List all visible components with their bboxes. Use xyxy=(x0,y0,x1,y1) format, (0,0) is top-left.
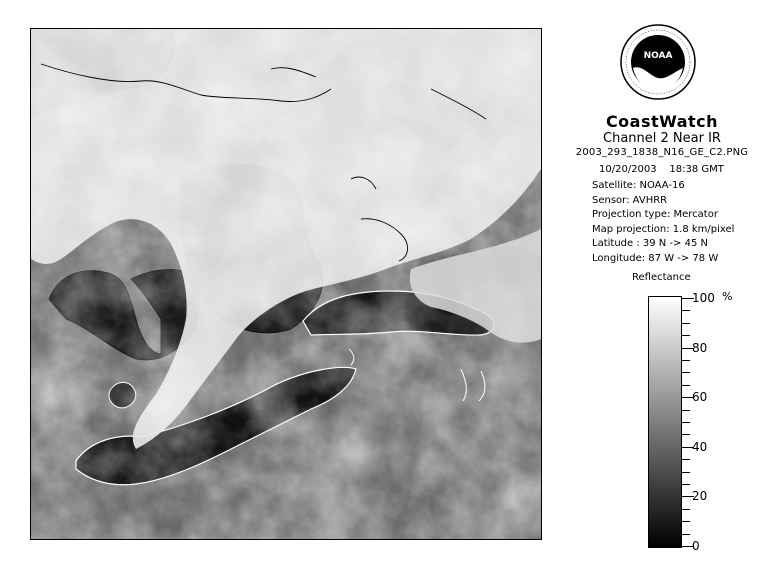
scale-tick xyxy=(682,472,690,473)
longitude-label: Longitude: 87 W -> 78 W xyxy=(592,252,719,264)
noaa-logo-text: NOAA xyxy=(643,51,673,61)
scale-tick xyxy=(682,372,690,373)
scale-tick xyxy=(682,422,690,423)
scale-tick xyxy=(682,410,690,411)
map-projection-label: Map projection: 1.8 km/pixel xyxy=(592,223,735,235)
channel-label: Channel 2 Near IR xyxy=(603,131,721,146)
reflectance-color-scale xyxy=(648,296,682,548)
scale-tick xyxy=(682,335,690,336)
scale-tick xyxy=(682,434,690,435)
latitude-label: Latitude : 39 N -> 45 N xyxy=(592,238,708,249)
satellite-label: Satellite: NOAA-16 xyxy=(592,180,685,191)
projection-type-label: Projection type: Mercator xyxy=(592,209,718,220)
scale-tick xyxy=(682,484,690,485)
scale-tick-label: 100 xyxy=(692,291,715,305)
scale-tick xyxy=(682,385,690,386)
filename-label: 2003_293_1838_N16_GE_C2.PNG xyxy=(575,147,749,158)
scale-tick xyxy=(682,509,690,510)
scale-tick-label: 60 xyxy=(692,390,708,405)
scale-tick-label: 0 xyxy=(692,539,700,553)
scale-tick-label: 80 xyxy=(692,340,708,355)
scale-tick xyxy=(682,323,690,324)
acquisition-date: 10/20/2003 xyxy=(599,164,657,175)
scale-tick xyxy=(682,521,690,522)
scale-tick xyxy=(682,459,690,460)
noaa-seal-icon xyxy=(620,24,696,100)
metadata-block xyxy=(592,179,734,266)
acquisition-time: 18:38 GMT xyxy=(669,164,724,175)
scale-tick-label: 40 xyxy=(692,439,708,454)
acquisition-datetime xyxy=(599,163,724,178)
scale-tick xyxy=(682,534,690,535)
scale-tick xyxy=(682,360,690,361)
sensor-label: Sensor: AVHRR xyxy=(592,194,668,206)
scale-unit: % xyxy=(722,290,733,303)
scale-tick xyxy=(682,310,690,311)
satellite-image xyxy=(30,28,542,540)
scale-title: Reflectance xyxy=(632,272,691,283)
product-title: CoastWatch xyxy=(605,112,719,131)
scale-tick-label: 20 xyxy=(692,489,708,504)
great-lakes-map xyxy=(31,29,541,539)
